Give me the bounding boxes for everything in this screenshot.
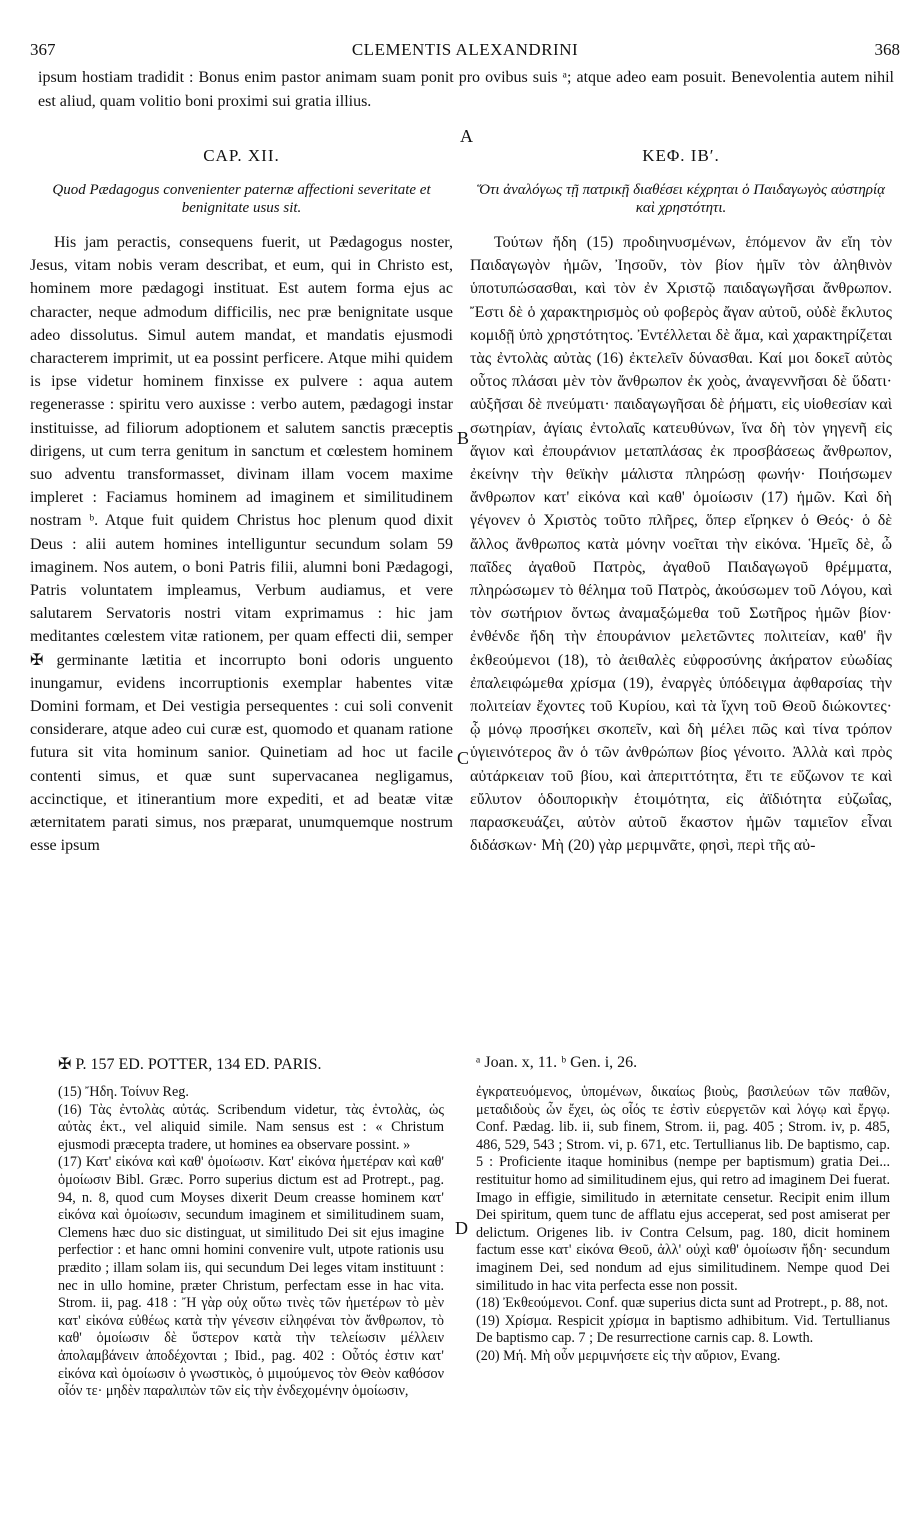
intro-paragraph xyxy=(38,66,894,114)
footnote: ἐγκρατευόμενος, ὑπομένων, δικαίως βιοὺς, βασιλεύων τῶν παθῶν, μεταδιδοὺς ὧν ἔχει, ὡς οἷός τε ἐστὶν εὐεργετῶν καὶ λόγῳ καὶ ἔργῳ. Conf. Pædag. lib. ii, sub finem, Strom. ii, pag. 405 ; Strom. iv, p. 485, 486, 529, 543 ; Strom. vi, p. 671, etc. Tertullianus lib. De baptismo, cap. 5 : Proficiente itaque hominibus (nempe per baptismum) gratia Dei... restituitur homo ad similitudinem ejus, qui retro ad imaginem Dei fuerat. Imago in effigie, similitudo in æternitate censetur. Recipit enim illum Dei spiritum, quem tunc de afflatu ejus acceperat, sed post amiserat per delictum. Origenes lib. iv Contra Celsum, pag. 180, dicit hominem factum esse κατ' εἰκόνα Θεοῦ, ἀλλ' οὐχὶ καθ' ὁμοίωσιν ἤδη· secundum imaginem Dei, sed nondum ad ejus similitudinem. Nempe quod Dei similitudo in hac vita perfecta esse non possit. xyxy=(476,1084,890,1294)
footnote: (19) Χρίσμα. Respicit χρίσμα in baptismo adhibitum. Vid. Tertullianus De baptismo cap. 7 ; De resurrectione carnis cap. 8. Lowth. xyxy=(476,1312,890,1347)
edition-reference: ✠ P. 157 ED. POTTER, 134 ED. PARIS. xyxy=(58,1056,322,1073)
margin-letter-a: A xyxy=(460,126,473,146)
latin-body: His jam peractis, consequens fuerit, ut Pædagogus noster, Jesus, vitam nobis veram describat, et eum, qui in Christo est, hominem more pædagogi instituat. Est autem forma ejus ac character, neque admodum difficilis, nec præ benignitate usque adeo dissolutus. Simul autem mandat, et mandatis ejusmodi characterem imprimit, ut ea possint perficere. Atque mihi quidem is ipse videtur hominem finxisse ex pulvere : aqua autem regenerasse : spiritu vero auxisse : verbo autem, pædagogi instar instituisse, ad filiorum adoptionem et salutem sanctis præceptis dirigens, ut cum terra genitum in sanctum et cœlestem hominem suo adventu transformasset, divinam illam vocem maxime impleret : Faciamus hominem ad imaginem et similitudinem nostram ᵇ. Atque fuit quidem Christus hoc plenum quod dixit Deus : alii autem homines intelliguntur secundum solam 59 imaginem. Nos autem, o boni Patris filii, alumni boni Pædagogi, Patris voluntatem impleamus, Verbum audiamus, et vere salutarem Servatoris nostri vitam exprimamus : hic jam meditantes cœlestem vitæ rationem, per quam effecti dii, semper ✠ germinante lætitia et incorrupto boni odoris unguento inungamur, evidens incorruptionis exemplar habentes vitæ Domini formam, et Dei vestigia persequentes : cui soli convenit considerare, atque adeo cui curæ est, quomodo et quanam ratione futura sit vita hominum sanior. Quinetiam ad hoc ut facile contenti simus, et quæ sunt supervacanea negligamus, accinctique, et itinerantium more expediti, et ad beatæ vitæ æternitatem parati simus, nos præparat, unumquemque nostrum esse ipsum xyxy=(30,234,453,855)
greek-rubric: Ὅτι ἀναλόγως τῇ πατρικῇ διαθέσει κέχρηται ὁ Παιδαγωγὸς αὐστηρίᾳ καὶ χρηστότητι. xyxy=(476,182,886,216)
running-header xyxy=(30,40,900,62)
footnote: (17) Κατ' εἰκόνα καὶ καθ' ὁμοίωσιν. Κατ' εἰκόνα ἡμετέραν καὶ καθ' ὁμοίωσιν Bibl. Græc. Porro superius dictum est ad Protrept., pag. 94, n. 8, quod cum Moyses dixerit Deum creasse hominem κατ' εἰκόνα καὶ ὁμοίωσιν, secundum imaginem et similitudinem suam, Clemens hæc duo sic distinguat, ut similitudo Dei sit ejus imagine perfectior : et hanc omni homini convenire vult, utpote rationis usu prædito ; illam solam iis, qui secundum Dei leges vitam instituunt : nec in ullo homine, præter Christum, perfectam esse in hac vita. Strom. ii, pag. 418 : Ἤ γὰρ οὐχ οὕτω τινὲς τῶν ἡμετέρων τὸ μὲν κατ' εἰκόνα εὐθέως κατὰ τὴν γένεσιν εἰληφέναι τὸν ἄνθρωπον, τὸ καθ' ὁμοίωσιν δὲ ὕστερον κατὰ τὴν τελείωσιν μέλλειν ἀπολαμβάνειν ἀποδέχονται ; Ibid., pag. 402 : Οὗτός ἐστιν κατ' εἰκόνα καὶ ὁμοίωσιν ὁ γνωστικὸς, ὁ μιμούμενος τὸν Θεὸν καθόσον οἷόν τε· μηδὲν παραλιπὼν τῶν εἰς τὴν ἐνδεχομένην ὁμοίωσιν, xyxy=(58,1154,444,1400)
footnote: (15) Ἤδη. Τοίνυν Reg. xyxy=(58,1084,189,1100)
footnote: (18) Ἐκθεούμενοι. Conf. quæ superius dicta sunt ad Protrept., p. 88, not. xyxy=(476,1295,889,1312)
latin-rubric: Quod Pædagogus convenienter paternæ affectioni severitate et benignitate usus sit. xyxy=(52,182,431,216)
intro-text: ipsum hostiam tradidit : Bonus enim pastor animam suam ponit pro ovibus suis ᵃ; atque adeo eam posuit. Benevolentia autem nihil est aliud, quam volitio boni proximi sui gratia illius. xyxy=(38,69,894,110)
latin-column xyxy=(30,145,453,857)
footnotes-left xyxy=(58,1084,444,1401)
margin-letter-d: D xyxy=(455,1218,468,1238)
page-number-right: 368 xyxy=(874,40,900,59)
bible-references: ᵃ Joan. x, 11. ᵇ Gen. i, 26. xyxy=(476,1054,638,1071)
page-number-left: 367 xyxy=(30,40,56,59)
margin-letter-b: B xyxy=(457,428,470,448)
footnote: (20) Μή. Μὴ οὖν μεριμνήσετε εἰς τὴν αὔριον, Evang. xyxy=(476,1347,781,1364)
footnotes-right xyxy=(476,1084,890,1366)
footnote: (16) Τὰς ἐντολὰς αὐτάς. Scribendum videtur, τὰς ἐντολὰς, ὡς αὐτὰς ἐκτ., vel aliquid simile. Nam sensus est : « Christum ejusmodi præcepta tradere, ut homines ea observare possint. » xyxy=(58,1101,444,1153)
running-title: CLEMENTIS ALEXANDRINI xyxy=(351,40,579,59)
latin-chapter-heading: CAP. XII. xyxy=(203,146,280,165)
margin-letter-c: C xyxy=(457,748,470,768)
greek-chapter-heading: ΚΕΦ. ΙΒʹ. xyxy=(642,146,720,165)
greek-column xyxy=(470,145,892,857)
greek-body: Τούτων ἤδη (15) προδιηνυσμένων, ἑπόμενον ἂν εἴη τὸν Παιδαγωγὸν ἡμῶν, Ἰησοῦν, τὸν βίον ἡμῖν τὸν ἀληθινὸν ὑποτυπώσασθαι, καὶ τὸν ἐν Χριστῷ παιδαγωγῆσαι ἄνθρωπον. Ἔστι δὲ ὁ χαρακτηρισμὸς οὐ φοβερὸς ἄγαν αὐτοῦ, οὐδὲ ἔκλυτος κομιδῇ ὑπὸ χρηστότητος. Ἐντέλλεται δὲ ἅμα, καὶ χαρακτηρίζεται τὰς ἐντολὰς αὐτὰς (16) ἐκτελεῖν δύνασθαι. Καί μοι δοκεῖ αὐτὸς οὗτος πλάσαι μὲν τὸν ἄνθρωπον ἐκ χοὸς, ἀναγεννῆσαι δὲ ὕδατι· αὐξῆσαι δὲ πνεύματι· παιδαγωγῆσαι δὲ ῥήματι, εἰς υἱοθεσίαν καὶ σωτηρίαν, ἁγίαις ἐντολαῖς κατευθύνων, ἵνα δὴ τὸν γηγενῆ εἰς ἅγιον καὶ ἐπουράνιον μεταπλάσας ἐκ προσβάσεως ἄνθρωπον, ἐκείνην τὴν θεϊκὴν μάλιστα πληρώσῃ φωνήν· Ποιήσωμεν ἄνθρωπον κατ' εἰκόνα καὶ καθ' ὁμοίωσιν (17) ἡμῶν. Καὶ δὴ γέγονεν ὁ Χριστὸς τοῦτο πλῆρες, ὅπερ εἴρηκεν ὁ Θεός· ὁ δὲ ἄλλος ἄνθρωπος κατὰ μόνην νοεῖται τὴν εἰκόνα. Ἡμεῖς δὲ, ὦ παῖδες ἀγαθοῦ Πατρὸς, ἀγαθοῦ Παιδαγωγοῦ θρέμματα, πληρώσωμεν τὸ θέλημα τοῦ Πατρὸς, ἀκούσωμεν τοῦ Λόγου, καὶ τὸν σωτήριον ὄντως ἀναμαξώμεθα τοῦ Σωτῆρος ἡμῶν βίον· ἐνθένδε ἤδη τὴν ἐπουράνιον μελετῶντες πολιτείαν, καθ' ἣν ἐκθεούμενοι (18), τὸ ἀειθαλὲς εὐφροσύνης ἀκήρατον εὐωδίας ἐπαλειφώμεθα χρίσμα (19), ἐναργὲς ὑπόδειγμα ἀφθαρσίας τὴν πολιτείαν ἔχοντες τοῦ Κυρίου, καὶ τὰ ἴχνη τοῦ Θεοῦ διώκοντες· ᾧ μόνῳ προσήκει σκοπεῖν, καὶ δὴ μέλει πῶς καὶ τίνα τρόπον ὑγιεινότερος ἂν ὁ τῶν ἀνθρώπων βίος γένοιτο. Ἀλλὰ καὶ πρὸς αὐτάρκειαν τοῦ βίου, καὶ ἀπεριττότητα, ἔτι τε εὔζωνον τε καὶ εὔλυτον ὁδοιπορικὴν ἑτοιμότητα, εἰς ἀϊδιότητα εὐζωΐας, παρασκευάζει, αὐτὸν αὐτοῦ ἕκαστον ἡμῶν ταμιεῖον εἶναι διδάσκων· Μὴ (20) γὰρ μεριμνᾶτε, φησὶ, περὶ τῆς αὐ- xyxy=(470,234,892,855)
